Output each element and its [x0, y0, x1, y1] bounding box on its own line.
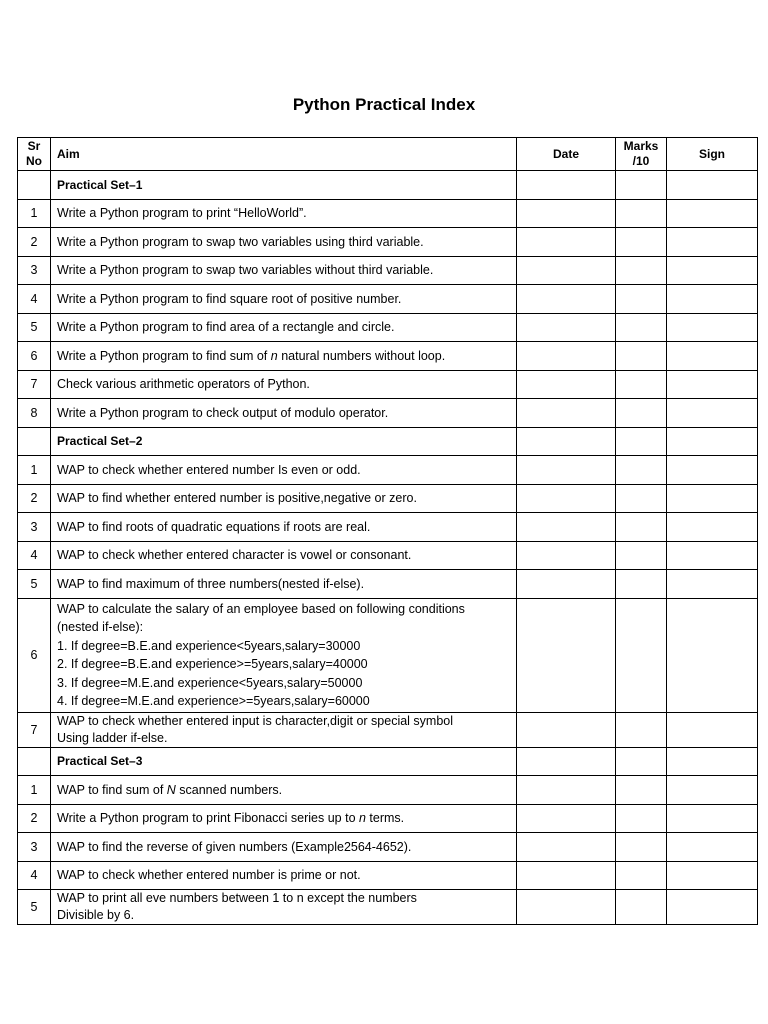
- date-cell: [517, 285, 616, 314]
- sign-cell: [667, 513, 758, 542]
- table-row: [18, 199, 758, 228]
- sr-no-cell: 7: [18, 712, 51, 747]
- table-row: [18, 342, 758, 371]
- marks-cell: [616, 427, 667, 456]
- sr-no-cell: 4: [18, 541, 51, 570]
- sign-cell: [667, 256, 758, 285]
- sign-cell: [667, 171, 758, 200]
- sign-cell: [667, 370, 758, 399]
- sign-cell: [667, 861, 758, 890]
- sr-no-cell: 5: [18, 313, 51, 342]
- aim-cell: WAP to check whether entered number is prime or not.: [51, 861, 517, 890]
- aim-cell: Write a Python program to swap two variables without third variable.: [51, 256, 517, 285]
- marks-cell: [616, 256, 667, 285]
- date-cell: [517, 199, 616, 228]
- marks-cell: [616, 199, 667, 228]
- marks-cell: [616, 456, 667, 485]
- header-sign: Sign: [667, 138, 758, 171]
- section-title: Practical Set–1: [51, 171, 517, 200]
- date-cell: [517, 890, 616, 925]
- table-row: [18, 570, 758, 599]
- date-cell: [517, 570, 616, 599]
- section-row-set-1: [18, 171, 758, 200]
- sign-cell: [667, 747, 758, 776]
- date-cell: [517, 598, 616, 712]
- marks-cell: [616, 228, 667, 257]
- date-cell: [517, 541, 616, 570]
- date-cell: [517, 484, 616, 513]
- sign-cell: [667, 833, 758, 862]
- section-title: Practical Set–3: [51, 747, 517, 776]
- aim-cell: Write a Python program to find sum of n natural numbers without loop.: [51, 342, 517, 371]
- aim-cell: Write a Python program to find square root of positive number.: [51, 285, 517, 314]
- sr-no-cell: 6: [18, 342, 51, 371]
- table-row: [18, 598, 758, 712]
- sign-cell: [667, 228, 758, 257]
- aim-cell: WAP to find maximum of three numbers(nested if-else).: [51, 570, 517, 599]
- date-cell: [517, 833, 616, 862]
- aim-cell: Check various arithmetic operators of Python.: [51, 370, 517, 399]
- aim-cell: WAP to check whether entered character is vowel or consonant.: [51, 541, 517, 570]
- marks-cell: [616, 570, 667, 599]
- practical-index-table: [17, 137, 758, 925]
- sr-no-cell: 5: [18, 570, 51, 599]
- table-row: [18, 833, 758, 862]
- sign-cell: [667, 313, 758, 342]
- sign-cell: [667, 712, 758, 747]
- sign-cell: [667, 456, 758, 485]
- marks-cell: [616, 804, 667, 833]
- marks-cell: [616, 747, 667, 776]
- date-cell: [517, 171, 616, 200]
- header-date: Date: [517, 138, 616, 171]
- sr-no-cell: 8: [18, 399, 51, 428]
- sr-no-cell: 2: [18, 804, 51, 833]
- table-row: [18, 861, 758, 890]
- aim-cell: WAP to find the reverse of given numbers (Example2564-4652).: [51, 833, 517, 862]
- marks-cell: [616, 313, 667, 342]
- header-sr-no: Sr No: [18, 138, 51, 171]
- aim-cell: Write a Python program to swap two variables using third variable.: [51, 228, 517, 257]
- marks-cell: [616, 513, 667, 542]
- marks-cell: [616, 833, 667, 862]
- aim-cell: WAP to find whether entered number is positive,negative or zero.: [51, 484, 517, 513]
- sr-no-cell: 2: [18, 484, 51, 513]
- sr-no-cell: 1: [18, 456, 51, 485]
- aim-cell: WAP to check whether entered number Is even or odd.: [51, 456, 517, 485]
- sign-cell: [667, 776, 758, 805]
- aim-cell: Write a Python program to print “HelloWorld”.: [51, 199, 517, 228]
- sign-cell: [667, 598, 758, 712]
- sign-cell: [667, 399, 758, 428]
- sr-no-cell: 6: [18, 598, 51, 712]
- sr-no-cell: 1: [18, 199, 51, 228]
- sr-no-cell: 3: [18, 256, 51, 285]
- marks-cell: [616, 776, 667, 805]
- sr-no-cell: 3: [18, 833, 51, 862]
- page-title: Python Practical Index: [292, 95, 476, 114]
- date-cell: [517, 861, 616, 890]
- table-row: [18, 513, 758, 542]
- marks-cell: [616, 541, 667, 570]
- table-row: [18, 285, 758, 314]
- sr-no-cell: 7: [18, 370, 51, 399]
- table-row: [18, 776, 758, 805]
- sign-cell: [667, 890, 758, 925]
- sign-cell: [667, 570, 758, 599]
- marks-cell: [616, 342, 667, 371]
- sign-cell: [667, 541, 758, 570]
- marks-cell: [616, 171, 667, 200]
- date-cell: [517, 427, 616, 456]
- table-row: [18, 370, 758, 399]
- table-row: [18, 804, 758, 833]
- sign-cell: [667, 804, 758, 833]
- sr-no-cell: 5: [18, 890, 51, 925]
- date-cell: [517, 370, 616, 399]
- table-row: [18, 890, 758, 925]
- table-row: [18, 313, 758, 342]
- table-row: [18, 228, 758, 257]
- date-cell: [517, 456, 616, 485]
- date-cell: [517, 776, 616, 805]
- table-row: [18, 712, 758, 747]
- marks-cell: [616, 598, 667, 712]
- aim-cell: WAP to find roots of quadratic equations if roots are real.: [51, 513, 517, 542]
- date-cell: [517, 513, 616, 542]
- marks-cell: [616, 285, 667, 314]
- aim-cell: WAP to check whether entered input is character,digit or special symbol Using ladder if-else.: [51, 712, 517, 747]
- sr-no-cell: 2: [18, 228, 51, 257]
- sign-cell: [667, 342, 758, 371]
- section-title: Practical Set–2: [51, 427, 517, 456]
- date-cell: [517, 712, 616, 747]
- section-row-set-2: [18, 427, 758, 456]
- header-marks: Marks /10: [616, 138, 667, 171]
- aim-cell: WAP to find sum of N scanned numbers.: [51, 776, 517, 805]
- sign-cell: [667, 199, 758, 228]
- sr-no-cell: 3: [18, 513, 51, 542]
- sign-cell: [667, 427, 758, 456]
- table-row: [18, 399, 758, 428]
- marks-cell: [616, 861, 667, 890]
- table-header-row: [18, 138, 758, 171]
- date-cell: [517, 342, 616, 371]
- sign-cell: [667, 285, 758, 314]
- marks-cell: [616, 370, 667, 399]
- section-row-set-3: [18, 747, 758, 776]
- date-cell: [517, 747, 616, 776]
- aim-cell: WAP to calculate the salary of an employee based on following conditions (nested if-else): 1. If degree=B.E.and experience<5years,salary=30000 2. If degree=B.E.and experience>=5years,salary=40000 3. If degree=M.E.and experience<5years,salary=50000 4. If degree=M.E.and experience>=5years,salary=60000: [51, 598, 517, 712]
- date-cell: [517, 399, 616, 428]
- date-cell: [517, 228, 616, 257]
- sr-no-cell: 1: [18, 776, 51, 805]
- marks-cell: [616, 712, 667, 747]
- marks-cell: [616, 399, 667, 428]
- header-aim: Aim: [51, 138, 517, 171]
- date-cell: [517, 256, 616, 285]
- table-row: [18, 541, 758, 570]
- aim-cell: WAP to print all eve numbers between 1 to n except the numbers Divisible by 6.: [51, 890, 517, 925]
- aim-cell: Write a Python program to check output of modulo operator.: [51, 399, 517, 428]
- marks-cell: [616, 890, 667, 925]
- marks-cell: [616, 484, 667, 513]
- table-row: [18, 484, 758, 513]
- date-cell: [517, 804, 616, 833]
- aim-cell: Write a Python program to print Fibonacci series up to n terms.: [51, 804, 517, 833]
- table-row: [18, 256, 758, 285]
- sign-cell: [667, 484, 758, 513]
- date-cell: [517, 313, 616, 342]
- sr-no-cell: 4: [18, 861, 51, 890]
- sr-no-cell: 4: [18, 285, 51, 314]
- table-row: [18, 456, 758, 485]
- aim-cell: Write a Python program to find area of a rectangle and circle.: [51, 313, 517, 342]
